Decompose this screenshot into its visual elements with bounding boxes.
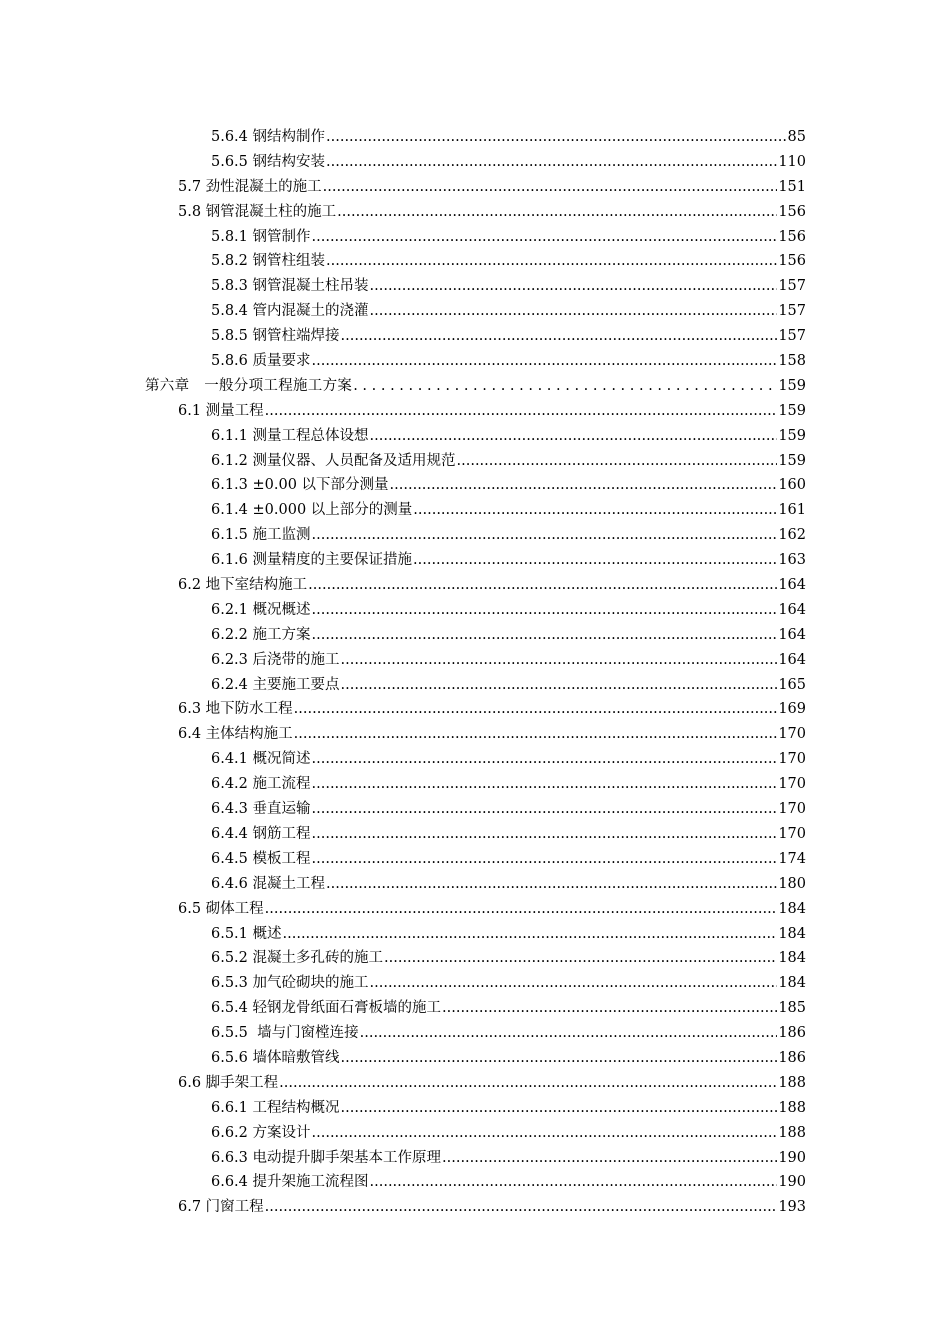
toc-entry[interactable] [0,996,950,1021]
toc-entry-page-number: 190 [778,1149,806,1166]
toc-entry[interactable] [0,349,950,374]
toc-dot-leader [265,1195,778,1220]
toc-entry[interactable] [0,1021,950,1046]
toc-entry-title: 5.8.5 钢管柱端焊接 [211,328,340,345]
toc-entry[interactable] [0,872,950,897]
toc-entry[interactable] [0,922,950,947]
toc-dot-leader [265,897,778,922]
toc-entry-page-number: 186 [778,1049,806,1066]
toc-entry[interactable] [0,150,950,175]
toc-entry[interactable] [0,847,950,872]
toc-entry-title: 6.4.6 混凝土工程 [211,875,326,892]
toc-entry-title: 5.8.3 钢管混凝土柱吊装 [211,278,369,295]
toc-entry-page-number: 164 [778,626,806,643]
toc-entry-title: 5.8 钢管混凝土柱的施工 [178,203,337,220]
toc-entry-title: 6.4.1 概况简述 [211,751,311,768]
toc-dot-leader [326,150,777,175]
toc-entry[interactable] [0,946,950,971]
toc-entry-title: 5.8.6 质量要求 [211,353,311,370]
toc-entry-page-number: 170 [778,726,806,743]
toc-dot-leader [341,1046,778,1071]
toc-entry[interactable] [0,324,950,349]
toc-entry-page-number: 158 [778,353,806,370]
toc-entry-title: 6.5.6 墙体暗敷管线 [211,1049,340,1066]
toc-entry-title: 6.2.1 概况概述 [211,601,311,618]
toc-dot-leader [312,523,778,548]
toc-dot-leader [442,996,777,1021]
toc-entry-title: 6.6.2 方案设计 [211,1124,311,1141]
toc-entry[interactable] [0,747,950,772]
toc-entry[interactable] [0,1170,950,1195]
toc-entry-page-number: 157 [778,278,806,295]
toc-entry-page-number: 186 [778,1025,806,1042]
toc-entry[interactable] [0,573,950,598]
toc-dot-leader [442,1146,777,1171]
toc-dot-leader [370,1170,778,1195]
toc-entry-title: 5.6.4 钢结构制作 [211,129,326,145]
toc-entry[interactable] [0,598,950,623]
toc-entry[interactable] [0,897,950,922]
toc-entry-page-number: 151 [778,178,806,195]
toc-entry-title: 6.6 脚手架工程 [178,1074,279,1091]
toc-dot-leader [341,648,778,673]
toc-entry[interactable] [0,797,950,822]
toc-dot-leader [312,623,778,648]
toc-entry-page-number: 164 [778,601,806,618]
toc-entry-title: 6.1.4 ±0.000 以上部分的测量 [211,502,413,519]
table-of-contents [0,125,950,1220]
toc-dot-leader [337,200,777,225]
toc-dot-leader [312,772,778,797]
toc-entry-title: 6.6.3 电动提升脚手架基本工作原理 [211,1149,442,1166]
toc-entry[interactable] [0,772,950,797]
toc-entry-title: 6.1.5 施工监测 [211,527,311,544]
toc-entry[interactable] [0,274,950,299]
toc-entry-title: 6.6.4 提升架施工流程图 [211,1174,369,1191]
toc-dot-leader [370,274,778,299]
toc-dot-leader [294,697,778,722]
toc-entry-page-number: 188 [778,1099,806,1116]
toc-entry[interactable] [0,722,950,747]
toc-entry-title: 6.4 主体结构施工 [178,726,293,743]
toc-entry-title: 第六章 一般分项工程施工方案 [145,377,353,394]
toc-entry-page-number: 170 [778,801,806,818]
toc-entry-page-number: 193 [778,1199,806,1216]
toc-entry-page-number: 157 [778,303,806,320]
toc-entry-title: 6.4.5 模板工程 [211,850,311,867]
toc-entry[interactable] [0,1121,950,1146]
toc-entry-title: 6.2.4 主要施工要点 [211,676,340,693]
toc-entry[interactable] [0,424,950,449]
toc-dot-leader [384,946,777,971]
toc-entry-page-number: 170 [778,776,806,793]
toc-entry[interactable] [0,200,950,225]
toc-dot-leader [312,225,778,250]
toc-entry[interactable] [0,648,950,673]
toc-dot-leader [326,249,777,274]
toc-dot-leader [370,424,778,449]
toc-entry-page-number: 169 [778,701,806,718]
toc-entry-page-number: 162 [778,527,806,544]
toc-entry-page-number: 156 [778,203,806,220]
toc-dot-leader [341,324,778,349]
toc-entry-title: 6.1.2 测量仪器、人员配备及适用规范 [211,452,456,469]
toc-entry-page-number: 161 [778,502,806,519]
toc-entry-page-number: 164 [778,577,806,594]
toc-entry-page-number: 156 [778,253,806,270]
toc-dot-leader [457,449,778,474]
toc-entry-title: 5.6.5 钢结构安装 [211,153,326,170]
toc-dot-leader [341,673,778,698]
toc-entry-title: 5.8.2 钢管柱组装 [211,253,326,270]
toc-entry-title: 6.6.1 工程结构概况 [211,1099,340,1116]
toc-dot-leader [312,847,778,872]
toc-entry-page-number: 110 [778,153,806,170]
toc-entry[interactable] [0,125,950,150]
toc-entry-title: 6.4.2 施工流程 [211,776,311,793]
toc-dot-leader [326,125,787,150]
toc-dot-leader [353,374,777,399]
toc-entry-page-number: 188 [778,1124,806,1141]
toc-entry[interactable] [0,449,950,474]
toc-entry[interactable] [0,175,950,200]
toc-entry[interactable] [0,1195,950,1220]
toc-entry-title: 5.8.1 钢管制作 [211,228,311,245]
toc-entry[interactable] [0,523,950,548]
toc-entry-page-number: 159 [778,452,806,469]
toc-entry-page-number: 159 [778,427,806,444]
toc-dot-leader [294,722,778,747]
toc-entry-page-number: 184 [778,925,806,942]
toc-entry[interactable] [0,498,950,523]
toc-entry-title: 6.3 地下防水工程 [178,701,293,718]
toc-dot-leader [312,349,778,374]
toc-entry-page-number: 174 [778,850,806,867]
toc-dot-leader [279,1071,777,1096]
toc-dot-leader [323,175,778,200]
toc-entry-title: 6.1.6 测量精度的主要保证措施 [211,552,413,569]
toc-entry[interactable] [0,673,950,698]
toc-dot-leader [283,922,778,947]
toc-entry[interactable] [0,623,950,648]
toc-entry[interactable] [0,249,950,274]
toc-entry-title: 6.1.1 测量工程总体设想 [211,427,369,444]
toc-entry-page-number: 184 [778,900,806,917]
toc-entry-page-number: 188 [778,1074,806,1091]
toc-dot-leader [312,747,778,772]
toc-entry[interactable] [0,225,950,250]
toc-entry-page-number: 157 [778,328,806,345]
toc-entry[interactable] [0,697,950,722]
toc-dot-leader [413,548,777,573]
toc-entry-page-number: 165 [778,676,806,693]
toc-dot-leader [312,598,778,623]
toc-entry[interactable] [0,971,950,996]
toc-entry-title: 6.5.4 轻钢龙骨纸面石膏板墙的施工 [211,1000,442,1017]
toc-dot-leader [370,299,778,324]
toc-entry-title: 6.5.2 混凝土多孔砖的施工 [211,950,384,967]
toc-entry[interactable] [0,1046,950,1071]
toc-entry-title: 6.2 地下室结构施工 [178,577,308,594]
toc-dot-leader [312,1121,778,1146]
toc-dot-leader [312,822,778,847]
toc-entry-title: 5.7 劲性混凝土的施工 [178,178,322,195]
toc-entry-page-number: 163 [778,552,806,569]
toc-dot-leader [370,971,778,996]
toc-dot-leader [308,573,777,598]
toc-entry-page-number: 159 [778,402,806,419]
toc-entry[interactable] [0,1096,950,1121]
toc-entry-page-number: 190 [778,1174,806,1191]
toc-dot-leader [341,1096,778,1121]
toc-entry-page-number: 185 [778,1000,806,1017]
toc-entry-title: 6.4.3 垂直运输 [211,801,311,818]
toc-entry-title: 5.8.4 管内混凝土的浇灌 [211,303,369,320]
toc-dot-leader [312,797,778,822]
toc-entry[interactable] [0,822,950,847]
toc-entry-title: 6.1 测量工程 [178,402,264,419]
toc-dot-leader [360,1021,778,1046]
toc-entry-title: 6.5.3 加气砼砌块的施工 [211,975,369,992]
toc-entry-title: 6.2.3 后浇带的施工 [211,651,340,668]
toc-entry[interactable] [0,1071,950,1096]
toc-entry-page-number: 170 [778,825,806,842]
toc-entry[interactable] [0,374,950,399]
toc-entry-page-number: 170 [778,751,806,768]
toc-entry-page-number: 164 [778,651,806,668]
toc-entry-page-number: 184 [778,975,806,992]
toc-dot-leader [390,473,778,498]
toc-entry[interactable] [0,299,950,324]
toc-entry[interactable] [0,1146,950,1171]
toc-entry-page-number: 85 [787,129,806,145]
toc-entry-page-number: 160 [778,477,806,494]
toc-dot-leader [413,498,777,523]
toc-entry-title: 6.4.4 钢筋工程 [211,825,311,842]
toc-entry[interactable] [0,399,950,424]
toc-dot-leader [326,872,777,897]
toc-entry-title: 6.2.2 施工方案 [211,626,311,643]
toc-dot-leader [265,399,778,424]
toc-entry-title: 6.7 门窗工程 [178,1199,264,1216]
toc-entry-title: 6.5.5 墙与门窗樘连接 [211,1025,359,1042]
toc-entry[interactable] [0,473,950,498]
toc-entry-title: 6.5 砌体工程 [178,900,264,917]
toc-entry-page-number: 184 [778,950,806,967]
toc-entry-page-number: 180 [778,875,806,892]
toc-entry-title: 6.1.3 ±0.00 以下部分测量 [211,477,389,494]
toc-entry[interactable] [0,548,950,573]
toc-entry-page-number: 159 [778,377,806,394]
toc-entry-page-number: 156 [778,228,806,245]
toc-entry-title: 6.5.1 概述 [211,925,282,942]
